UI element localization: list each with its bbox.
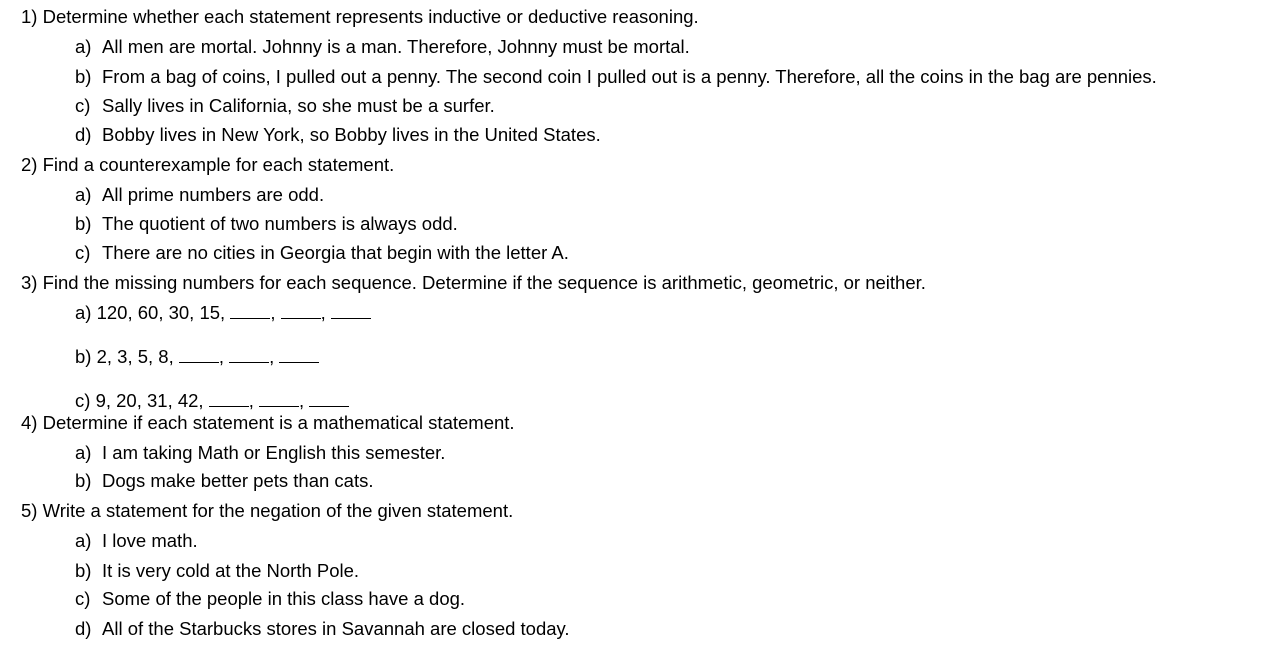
item-label: b): [75, 66, 92, 87]
question-1-item-b: [75, 66, 1157, 88]
item-text: 2, 3, 5, 8,: [96, 346, 174, 367]
question-text: Determine whether each statement represents inductive or deductive reasoning.: [42, 6, 699, 27]
item-label: d): [75, 124, 92, 145]
question-4-item-a: [75, 442, 445, 464]
question-1-item-a: [75, 36, 690, 58]
answer-blank[interactable]: [331, 303, 371, 319]
item-label: a): [75, 530, 92, 551]
question-1: [21, 6, 699, 28]
item-text: I am taking Math or English this semester.: [102, 442, 446, 463]
question-4-item-b: [75, 470, 373, 492]
blank-separator: ,: [299, 390, 305, 411]
question-label: 1): [21, 6, 38, 27]
item-label: b): [75, 213, 92, 234]
answer-blank[interactable]: [279, 347, 319, 363]
item-label: b): [75, 560, 92, 581]
question-5: [21, 500, 513, 522]
item-text: Bobby lives in New York, so Bobby lives in the United States.: [102, 124, 601, 145]
item-label: b): [75, 346, 92, 367]
answer-blank[interactable]: [281, 303, 321, 319]
item-text: Dogs make better pets than cats.: [102, 470, 374, 491]
item-label: a): [75, 302, 92, 323]
question-label: 2): [21, 154, 38, 175]
item-label: a): [75, 442, 92, 463]
blank-separator: ,: [270, 302, 276, 323]
item-text: Sally lives in California, so she must be a surfer.: [102, 95, 495, 116]
blank-separator: ,: [218, 346, 225, 367]
question-1-item-c: [75, 95, 495, 117]
item-label: c): [75, 390, 91, 411]
item-text: There are no cities in Georgia that begin with the letter A.: [102, 242, 569, 263]
answer-blank[interactable]: [209, 391, 249, 407]
answer-blank[interactable]: [230, 303, 270, 319]
question-5-item-c: [75, 588, 465, 610]
question-2: [21, 154, 394, 176]
item-label: b): [75, 470, 92, 491]
item-text: I love math.: [102, 530, 198, 551]
question-5-item-b: [75, 560, 359, 582]
question-2-item-c: [75, 242, 569, 264]
item-label: d): [75, 618, 92, 639]
item-text: From a bag of coins, I pulled out a penny. The second coin I pulled out is a penny. Therefore, all the coins in the bag are pennies.: [102, 66, 1157, 87]
question-3: [21, 272, 926, 294]
answer-blank[interactable]: [179, 347, 219, 363]
answer-blank[interactable]: [309, 391, 349, 407]
item-text: 9, 20, 31, 42,: [95, 390, 204, 411]
question-3-item-b: [75, 346, 319, 368]
item-label: c): [75, 242, 91, 263]
question-2-item-a: [75, 184, 324, 206]
question-4: [21, 412, 515, 434]
question-text: Find the missing numbers for each sequence. Determine if the sequence is arithmetic, geometric, or neither.: [42, 272, 926, 293]
item-text: It is very cold at the North Pole.: [102, 560, 360, 581]
item-label: a): [75, 36, 92, 57]
question-text: Find a counterexample for each statement.: [42, 154, 395, 175]
item-label: a): [75, 184, 92, 205]
item-label: c): [75, 588, 91, 609]
question-1-item-d: [75, 124, 601, 146]
answer-blank[interactable]: [229, 347, 269, 363]
item-text: The quotient of two numbers is always odd.: [102, 213, 458, 234]
answer-blank[interactable]: [259, 391, 299, 407]
blank-separator: ,: [269, 346, 275, 367]
item-label: c): [75, 95, 91, 116]
item-text: All of the Starbucks stores in Savannah are closed today.: [102, 618, 570, 639]
item-text: All men are mortal. Johnny is a man. Therefore, Johnny must be mortal.: [102, 36, 690, 57]
question-text: Write a statement for the negation of the given statement.: [42, 500, 514, 521]
question-5-item-d: [75, 618, 570, 640]
blank-separator: ,: [320, 302, 326, 323]
question-label: 5): [21, 500, 38, 521]
item-text: All prime numbers are odd.: [102, 184, 325, 205]
item-text: Some of the people in this class have a dog.: [102, 588, 466, 609]
question-label: 4): [21, 412, 38, 433]
item-text: 120, 60, 30, 15,: [96, 302, 226, 323]
question-text: Determine if each statement is a mathematical statement.: [42, 412, 515, 433]
blank-separator: ,: [248, 390, 254, 411]
question-5-item-a: [75, 530, 198, 552]
question-3-item-a: [75, 302, 371, 324]
question-3-item-c: [75, 390, 349, 412]
question-2-item-b: [75, 213, 458, 235]
question-label: 3): [21, 272, 38, 293]
